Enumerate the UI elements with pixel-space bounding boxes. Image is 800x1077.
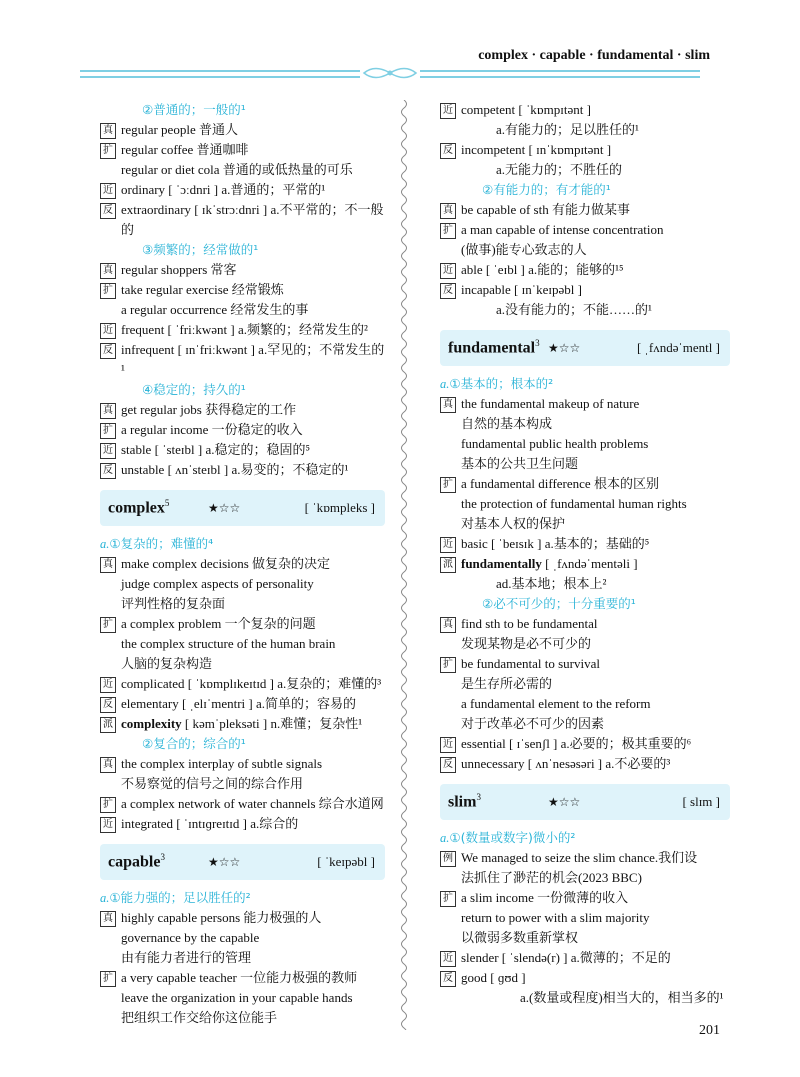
sense-text: ①(数量或数字)微小的² xyxy=(449,830,576,845)
entry-text xyxy=(461,200,730,220)
star-rating-icon: ★☆☆ xyxy=(548,340,581,355)
entry-row xyxy=(440,394,730,414)
entry-row xyxy=(440,260,730,280)
entry-text xyxy=(121,180,385,200)
part-of-speech: a. xyxy=(100,537,110,551)
entry-continuation: 由有能力者进行的管理 xyxy=(121,950,252,965)
entry-body: elementary [ ˌelɪˈmentri ] a.简单的；容易的 xyxy=(121,696,357,711)
sense-text: ①复杂的；难懂的⁴ xyxy=(109,536,214,551)
entry-row xyxy=(100,460,385,480)
entry-body: stable [ ˈsteɪbl ] a.稳定的；稳固的⁵ xyxy=(121,442,311,457)
entry-continuation: 是生存所必需的 xyxy=(461,676,553,691)
entry-body: incompetent [ ɪnˈkɒmpɪtənt ] xyxy=(461,142,612,157)
entry-text xyxy=(121,554,385,574)
entry-body: a slim income 一份微薄的收入 xyxy=(461,890,629,905)
entry-tag: 扩 xyxy=(440,477,456,493)
entry-tag: 真 xyxy=(440,203,456,219)
entry-tag: 反 xyxy=(100,343,116,359)
entry-body: ordinary [ ˈɔːdnri ] a.普通的；平常的¹ xyxy=(121,182,326,197)
entry-tag: 近 xyxy=(440,103,456,119)
entry-body: essential [ ɪˈsenʃl ] a.必要的；极其重要的⁶ xyxy=(461,736,692,751)
headword-frequency: 3 xyxy=(476,792,481,803)
entry-body: a fundamental difference 根本的区别 xyxy=(461,476,659,491)
entry-continuation: governance by the capable xyxy=(121,930,260,945)
entry-text xyxy=(461,734,730,754)
entry-body: regular people 普通人 xyxy=(121,122,238,137)
entry-text xyxy=(461,394,730,414)
entry-text xyxy=(461,100,730,120)
headword xyxy=(100,852,208,871)
headword-frequency: 3 xyxy=(160,852,165,863)
entry-text xyxy=(461,280,730,300)
part-of-speech: a. xyxy=(100,891,110,905)
star-rating-icon: ★☆☆ xyxy=(548,794,581,809)
entry-body: the complex interplay of subtle signals xyxy=(121,756,323,771)
entry-continuation: 对基本人权的保护 xyxy=(461,516,566,531)
entry-row xyxy=(440,968,730,988)
sense-heading xyxy=(440,180,730,200)
entry-body: a complex problem 一个复杂的问题 xyxy=(121,616,316,631)
entry-continuation: the protection of fundamental human rights xyxy=(461,496,687,511)
sense-text: ①基本的；根本的² xyxy=(449,376,554,391)
entry-body: We managed to seize the slim chance.我们设 xyxy=(461,850,698,865)
entry-row xyxy=(100,280,385,300)
entry-continuation: 以微弱多数重新掌权 xyxy=(461,930,579,945)
entry-tag: 近 xyxy=(100,183,116,199)
entry-body: a very capable teacher 一位能力极强的教师 xyxy=(121,970,358,985)
entry-body: regular coffee 普通咖啡 xyxy=(121,142,249,157)
entry-row xyxy=(100,400,385,420)
sense-text: ③频繁的；经常做的¹ xyxy=(142,242,259,257)
headword-frequency: 5 xyxy=(164,498,170,509)
entry-text xyxy=(121,794,385,814)
header-ornament-icon xyxy=(360,64,420,82)
entry-continuation: 自然的基本构成 xyxy=(461,416,553,431)
entry-row xyxy=(440,654,730,674)
entry-row xyxy=(100,694,385,714)
headword xyxy=(100,498,208,517)
part-of-speech: a. xyxy=(440,377,450,391)
entry-body: slender [ ˈslendə(r) ] a.微薄的；不足的 xyxy=(461,950,671,965)
entry-tag: 反 xyxy=(440,143,456,159)
entry-body: extraordinary [ ɪkˈstrɔːdnri ] a.不平常的；不一般的 xyxy=(121,202,384,237)
entry-body: unstable [ ʌnˈsteɪbl ] a.易变的；不稳定的¹ xyxy=(121,462,349,477)
entry-row xyxy=(440,734,730,754)
entry-tag: 真 xyxy=(100,911,116,927)
entry-tag: 真 xyxy=(440,397,456,413)
entry-continuation: ad.基本地；根本上² xyxy=(496,576,607,591)
entry-tag: 近 xyxy=(100,443,116,459)
entry-body: able [ ˈeɪbl ] a.能的；能够的¹⁵ xyxy=(461,262,624,277)
sense-heading xyxy=(100,100,385,120)
entry-text xyxy=(121,120,385,140)
entry-continuation: leave the organization in your capable hands xyxy=(121,990,353,1005)
entry-tag: 扩 xyxy=(100,283,116,299)
entry-text xyxy=(121,340,385,380)
entry-body: make complex decisions 做复杂的决定 xyxy=(121,556,331,571)
entry-text xyxy=(121,200,385,240)
entry-body: [ ˌfʌndəˈmentəli ] xyxy=(541,556,638,571)
star-rating-icon: ★☆☆ xyxy=(208,500,241,515)
entry-body: a complex network of water channels 综合水道网 xyxy=(121,796,384,811)
sense-heading xyxy=(100,240,385,260)
entry-text xyxy=(121,420,385,440)
entry-row xyxy=(100,674,385,694)
entry-body: unnecessary [ ʌnˈnesəsəri ] a.不必要的³ xyxy=(461,756,671,771)
entry-tag: 扩 xyxy=(100,617,116,633)
entry-body: [ kəmˈpleksəti ] n.难懂；复杂性¹ xyxy=(181,716,363,731)
entry-row xyxy=(100,180,385,200)
entry-body: a regular income 一份稳定的收入 xyxy=(121,422,303,437)
entry-body: find sth to be fundamental xyxy=(461,616,598,631)
sense-heading xyxy=(100,888,385,908)
entry-tag: 扩 xyxy=(440,657,456,673)
entry-text xyxy=(461,260,730,280)
entry-text xyxy=(121,260,385,280)
entry-row xyxy=(440,100,730,120)
sense-heading xyxy=(100,534,385,554)
entry-continuation: 不易察觉的信号之间的综合作用 xyxy=(121,776,304,791)
entry-tag: 真 xyxy=(100,757,116,773)
entry-body: the fundamental makeup of nature xyxy=(461,396,640,411)
entry-tag: 近 xyxy=(100,677,116,693)
entry-continuation: a.有能力的；足以胜任的¹ xyxy=(496,122,639,137)
sense-text: ②必不可少的；十分重要的¹ xyxy=(482,596,636,611)
entry-row xyxy=(100,814,385,834)
entry-row xyxy=(440,614,730,634)
headword-box xyxy=(440,784,730,820)
entry-text xyxy=(121,674,385,694)
entry-tag: 反 xyxy=(100,463,116,479)
entry-text xyxy=(461,848,730,868)
entry-body: competent [ ˈkɒmpɪtənt ] xyxy=(461,102,591,117)
entry-row xyxy=(100,908,385,928)
sense-text: ②有能力的；有才能的¹ xyxy=(482,182,611,197)
sense-text: ①能力强的；足以胜任的² xyxy=(109,890,251,905)
page-number: 201 xyxy=(699,1023,720,1038)
entry-body: incapable [ ɪnˈkeɪpəbl ] xyxy=(461,282,582,297)
entry-text xyxy=(461,654,730,674)
entry-row xyxy=(100,794,385,814)
entry-row xyxy=(440,888,730,908)
entry-text xyxy=(121,714,385,734)
entry-text xyxy=(121,320,385,340)
entry-tag: 真 xyxy=(100,557,116,573)
entry-row xyxy=(100,200,385,240)
entry-row xyxy=(100,440,385,460)
entry-body: regular shoppers 常客 xyxy=(121,262,237,277)
column-divider xyxy=(398,100,410,1030)
entry-text xyxy=(461,888,730,908)
entry-continuation: fundamental public health problems xyxy=(461,436,649,451)
headword-box xyxy=(100,490,385,526)
entry-body: frequent [ ˈfriːkwənt ] a.频繁的；经常发生的² xyxy=(121,322,368,337)
entry-row xyxy=(100,260,385,280)
entry-body: a man capable of intense concentration xyxy=(461,222,664,237)
entry-row xyxy=(100,754,385,774)
entry-row xyxy=(100,614,385,634)
headword xyxy=(440,338,548,357)
entry-body: good [ ɡʊd ] xyxy=(461,970,526,985)
entry-row xyxy=(440,474,730,494)
entry-tag: 反 xyxy=(440,283,456,299)
headword-pronunciation: [ ˈkɒmpleks ] xyxy=(304,500,375,515)
sense-heading xyxy=(100,734,385,754)
headword-text: slim xyxy=(448,793,477,811)
entry-tag: 近 xyxy=(440,263,456,279)
entry-text xyxy=(121,614,385,634)
entry-body: get regular jobs 获得稳定的工作 xyxy=(121,402,297,417)
entry-text xyxy=(121,140,385,160)
entry-continuation: a.没有能力的；不能……的¹ xyxy=(496,302,652,317)
entry-tag: 近 xyxy=(440,737,456,753)
entry-tag: 派 xyxy=(100,717,116,733)
entry-text xyxy=(121,754,385,774)
entry-tag: 例 xyxy=(440,851,456,867)
entry-continuation: 评判性格的复杂面 xyxy=(121,596,226,611)
entry-continuation: (做事)能专心致志的人 xyxy=(461,242,587,257)
entry-text xyxy=(461,614,730,634)
entry-continuation: 人脑的复杂构造 xyxy=(121,656,213,671)
sense-text: ②复合的；综合的¹ xyxy=(142,736,246,751)
entry-row xyxy=(440,280,730,300)
entry-tag: 真 xyxy=(100,263,116,279)
entry-row xyxy=(100,554,385,574)
entry-tag: 反 xyxy=(440,971,456,987)
left-column xyxy=(100,100,385,1028)
entry-row xyxy=(100,714,385,734)
entry-text xyxy=(121,280,385,300)
headword-text: complex xyxy=(108,499,165,517)
entry-row xyxy=(100,420,385,440)
star-rating-icon: ★☆☆ xyxy=(208,854,241,869)
entry-body: complicated [ ˈkɒmplɪkeɪtɪd ] a.复杂的；难懂的³ xyxy=(121,676,382,691)
entry-body: infrequent [ ɪnˈfriːkwənt ] a.罕见的；不常发生的¹ xyxy=(121,342,385,377)
entry-tag: 扩 xyxy=(100,797,116,813)
entry-row xyxy=(440,140,730,160)
headword-pronunciation: [ slɪm ] xyxy=(682,794,720,809)
entry-tag: 反 xyxy=(100,697,116,713)
entry-body: take regular exercise 经常锻炼 xyxy=(121,282,284,297)
sense-heading xyxy=(440,594,730,614)
entry-row xyxy=(100,340,385,380)
entry-text xyxy=(121,400,385,420)
entry-tag: 真 xyxy=(100,403,116,419)
sense-heading xyxy=(440,828,730,848)
sense-heading xyxy=(440,374,730,394)
entry-row xyxy=(100,968,385,988)
entry-text xyxy=(461,554,730,574)
derived-word: fundamentally xyxy=(461,556,542,571)
headword xyxy=(440,792,548,811)
headword-pronunciation: [ ˌfʌndəˈmentl ] xyxy=(636,340,720,355)
entry-continuation: 基本的公共卫生问题 xyxy=(461,456,579,471)
entry-tag: 扩 xyxy=(100,423,116,439)
sense-text: ②普通的；一般的¹ xyxy=(142,102,246,117)
entry-row xyxy=(440,554,730,574)
entry-text xyxy=(461,968,730,988)
entry-row xyxy=(100,140,385,160)
headword-frequency: 3 xyxy=(535,338,540,349)
entry-row xyxy=(440,220,730,240)
entry-text xyxy=(461,140,730,160)
entry-tag: 扩 xyxy=(100,971,116,987)
entry-continuation: a fundamental element to the reform xyxy=(461,696,651,711)
entry-text xyxy=(121,440,385,460)
entry-text xyxy=(461,474,730,494)
entry-text xyxy=(121,694,385,714)
headword-box xyxy=(100,844,385,880)
headword-text: fundamental xyxy=(448,339,536,357)
headword-pronunciation: [ ˈkeɪpəbl ] xyxy=(317,854,375,869)
right-column xyxy=(440,100,730,1008)
entry-tag: 派 xyxy=(440,557,456,573)
entry-continuation: the complex structure of the human brain xyxy=(121,636,336,651)
entry-body: highly capable persons 能力极强的人 xyxy=(121,910,322,925)
entry-text xyxy=(461,534,730,554)
entry-tag: 反 xyxy=(100,203,116,219)
entry-tag: 扩 xyxy=(440,891,456,907)
entry-text xyxy=(121,908,385,928)
entry-continuation: a.(数量或程度)相当大的，相当多的¹ xyxy=(520,990,724,1005)
entry-body: basic [ ˈbeɪsɪk ] a.基本的；基础的⁵ xyxy=(461,536,650,551)
derived-word: complexity xyxy=(121,716,182,731)
entry-body: integrated [ ˈɪntɪɡreɪtɪd ] a.综合的 xyxy=(121,816,299,831)
entry-continuation: 把组织工作交给你这位能手 xyxy=(121,1010,278,1025)
entry-row xyxy=(440,754,730,774)
entry-text xyxy=(461,754,730,774)
entry-tag: 反 xyxy=(440,757,456,773)
entry-continuation: regular or diet cola 普通的或低热量的可乐 xyxy=(121,162,353,177)
entry-tag: 近 xyxy=(100,817,116,833)
entry-continuation: 法抓住了渺茫的机会(2023 BBC) xyxy=(461,870,642,885)
entry-tag: 近 xyxy=(100,323,116,339)
entry-tag: 扩 xyxy=(440,223,456,239)
entry-body: be fundamental to survival xyxy=(461,656,600,671)
entry-continuation: return to power with a slim majority xyxy=(461,910,650,925)
sense-text: ④稳定的；持久的¹ xyxy=(142,382,246,397)
entry-tag: 近 xyxy=(440,537,456,553)
entry-continuation: 发现某物是必不可少的 xyxy=(461,636,592,651)
entry-text xyxy=(121,968,385,988)
entry-row xyxy=(440,948,730,968)
entry-continuation: a.无能力的；不胜任的 xyxy=(496,162,623,177)
part-of-speech: a. xyxy=(440,831,450,845)
entry-row xyxy=(440,848,730,868)
entry-tag: 扩 xyxy=(100,143,116,159)
entry-continuation: judge complex aspects of personality xyxy=(121,576,314,591)
entry-continuation: a regular occurrence 经常发生的事 xyxy=(121,302,309,317)
running-header: complex · capable · fundamental · slim xyxy=(478,48,710,63)
entry-text xyxy=(461,948,730,968)
entry-row xyxy=(440,534,730,554)
entry-tag: 真 xyxy=(100,123,116,139)
entry-continuation: 对于改革必不可少的因素 xyxy=(461,716,605,731)
headword-text: capable xyxy=(108,853,161,871)
headword-box xyxy=(440,330,730,366)
sense-heading xyxy=(100,380,385,400)
entry-row xyxy=(100,320,385,340)
entry-text xyxy=(121,460,385,480)
entry-tag: 真 xyxy=(440,617,456,633)
entry-text xyxy=(121,814,385,834)
entry-body: be capable of sth 有能力做某事 xyxy=(461,202,630,217)
entry-row xyxy=(440,200,730,220)
entry-row xyxy=(100,120,385,140)
entry-tag: 近 xyxy=(440,951,456,967)
entry-text xyxy=(461,220,730,240)
